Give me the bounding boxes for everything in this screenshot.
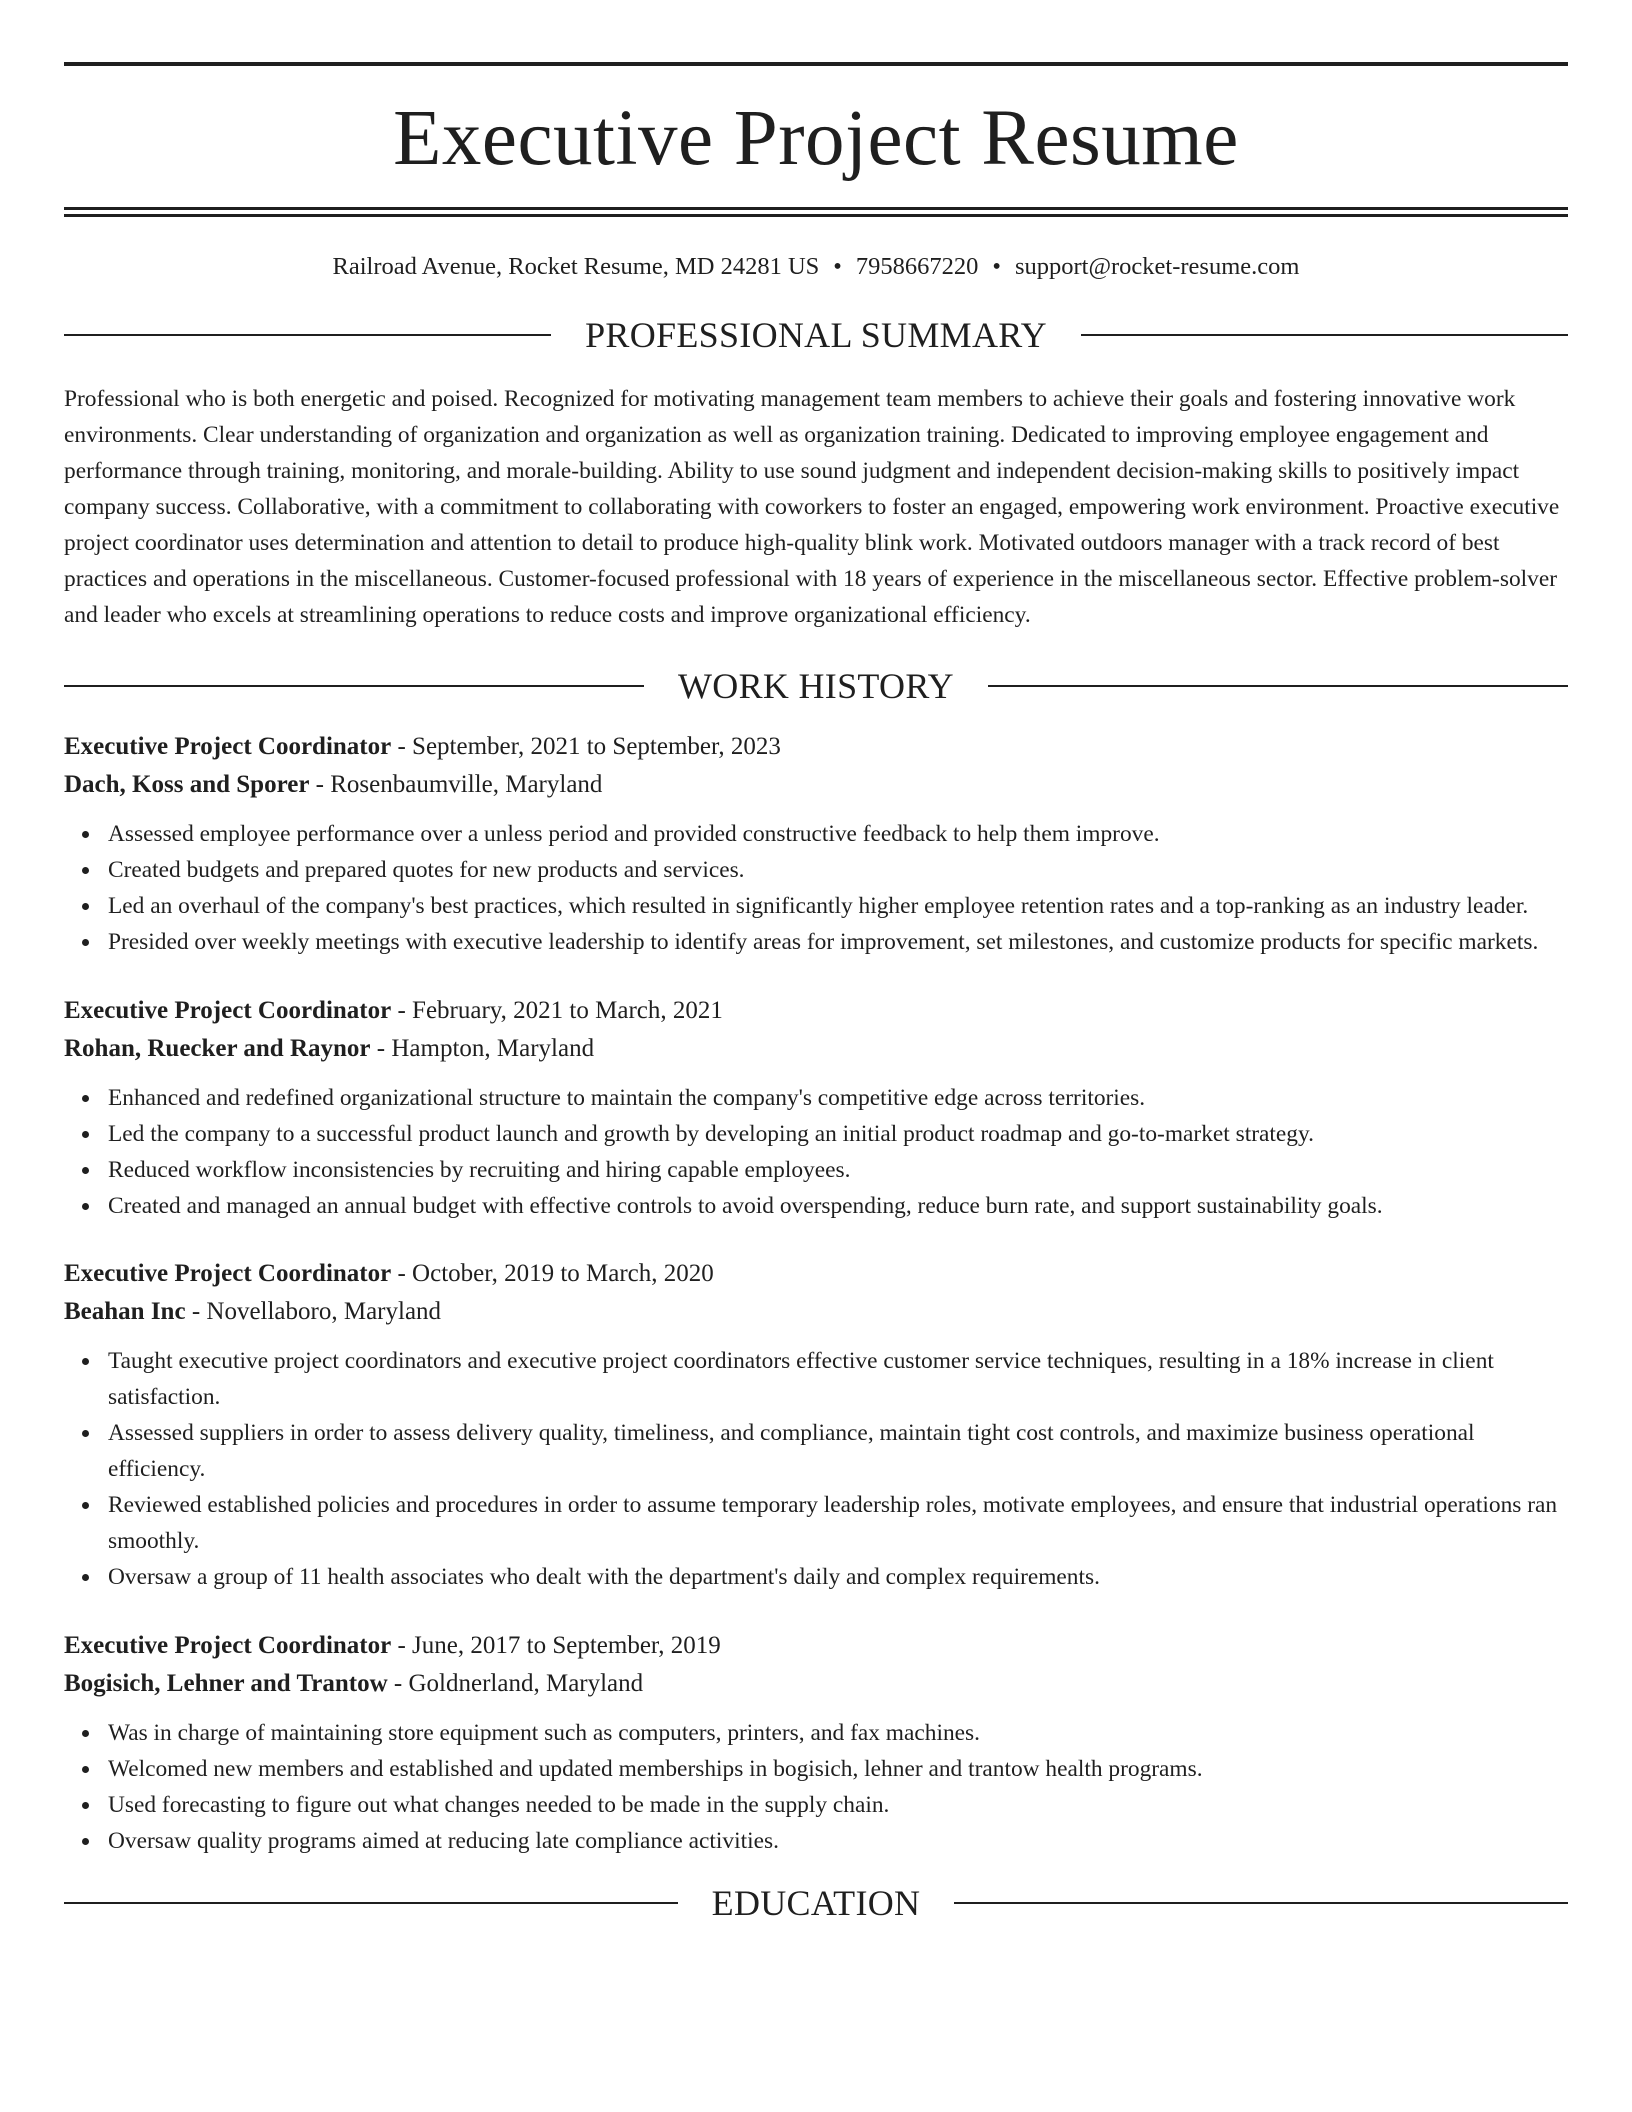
- section-rule-left: [64, 334, 551, 336]
- section-rule-left: [64, 685, 644, 687]
- job-company: Rohan, Ruecker and Raynor: [64, 1034, 371, 1062]
- education-heading: EDUCATION: [711, 1882, 921, 1923]
- job-bullet: Oversaw quality programs aimed at reducing late compliance activities.: [108, 1823, 1568, 1859]
- contact-line: [64, 255, 1568, 280]
- job-bullet: Created budgets and prepared quotes for new products and services.: [108, 852, 1568, 888]
- job-bullets: [64, 816, 1568, 960]
- section-rule-right: [954, 1902, 1568, 1904]
- job-company-line: [64, 766, 1568, 804]
- contact-separator: •: [833, 253, 842, 280]
- job-entry-3: [64, 1255, 1568, 1596]
- job-title: Executive Project Coordinator: [64, 733, 392, 761]
- contact-separator: •: [992, 253, 1001, 280]
- job-title-line: [64, 1627, 1568, 1665]
- job-location: - Goldnerland, Maryland: [387, 1669, 644, 1697]
- job-title: Executive Project Coordinator: [64, 996, 392, 1024]
- section-rule-right: [1081, 334, 1568, 336]
- job-entry-1: [64, 728, 1568, 960]
- job-company-line: [64, 1665, 1568, 1703]
- job-company-line: [64, 1293, 1568, 1331]
- contact-address: Railroad Avenue, Rocket Resume, MD 24281 US: [332, 253, 820, 280]
- summary-text: Professional who is both energetic and poised. Recognized for motivating management team members to achieve their goals and fostering innovative work environments. Clear understanding of organization and organization as well as organization training. Dedicated to improving employee engagement and performance through training, monitoring, and morale-building. Ability to use sound judgment and independent decision-making skills to positively impact company success. Collaborative, with a commitment to collaborating with coworkers to foster an engaged, empowering work environment. Proactive executive project coordinator uses determination and attention to detail to produce high-quality blink work. Motivated outdoors manager with a track record of best practices and operations in the miscellaneous. Customer-focused professional with 18 years of experience in the miscellaneous sector. Effective problem-solver and leader who excels at streamlining operations to reduce costs and improve organizational efficiency.: [64, 385, 1560, 629]
- work-section-header: [64, 666, 1568, 707]
- job-bullet: Used forecasting to figure out what changes needed to be made in the supply chain.: [108, 1787, 1568, 1823]
- job-bullets: [64, 1715, 1568, 1859]
- job-bullet: Enhanced and redefined organizational structure to maintain the company's competitive edge across territories.: [108, 1080, 1568, 1116]
- education-section-header: [64, 1882, 1568, 1923]
- job-title-line: [64, 728, 1568, 766]
- job-company: Bogisich, Lehner and Trantow: [64, 1669, 388, 1697]
- job-bullet: Was in charge of maintaining store equipment such as computers, printers, and fax machines.: [108, 1715, 1568, 1751]
- job-title: Executive Project Coordinator: [64, 1631, 392, 1659]
- summary-heading: PROFESSIONAL SUMMARY: [585, 314, 1047, 355]
- job-entry-4: [64, 1627, 1568, 1859]
- job-company: Dach, Koss and Sporer: [64, 771, 310, 799]
- job-bullet: Assessed employee performance over a unless period and provided constructive feedback to help them improve.: [108, 816, 1568, 852]
- job-entry-2: [64, 992, 1568, 1224]
- job-bullet: Assessed suppliers in order to assess delivery quality, timeliness, and compliance, maintain tight cost controls, and maximize business operational efficiency.: [108, 1415, 1568, 1487]
- top-rule: [64, 62, 1568, 66]
- summary-section-header: [64, 314, 1568, 355]
- section-rule-left: [64, 1902, 678, 1904]
- section-rule-right: [988, 685, 1568, 687]
- job-location: - Rosenbaumville, Maryland: [309, 771, 603, 799]
- resume-title: Executive Project Resume: [393, 95, 1239, 182]
- job-location: - Hampton, Maryland: [370, 1034, 595, 1062]
- job-bullet: Presided over weekly meetings with executive leadership to identify areas for improvement, set milestones, and customize products for specific markets.: [108, 924, 1568, 960]
- job-bullet: Taught executive project coordinators and executive project coordinators effective customer service techniques, resulting in a 18% increase in client satisfaction.: [108, 1343, 1568, 1415]
- job-bullet: Led the company to a successful product launch and growth by developing an initial product roadmap and go-to-market strategy.: [108, 1116, 1568, 1152]
- job-dates: - September, 2021 to September, 2023: [391, 733, 781, 761]
- title-double-rule: [64, 207, 1568, 217]
- job-dates: - February, 2021 to March, 2021: [391, 996, 723, 1024]
- job-dates: - October, 2019 to March, 2020: [391, 1259, 714, 1287]
- job-bullet: Welcomed new members and established and updated memberships in bogisich, lehner and trantow health programs.: [108, 1751, 1568, 1787]
- job-bullets: [64, 1080, 1568, 1224]
- job-bullets: [64, 1343, 1568, 1596]
- job-bullet: Led an overhaul of the company's best practices, which resulted in significantly higher employee retention rates and a top-ranking as an industry leader.: [108, 888, 1568, 924]
- job-company-line: [64, 1030, 1568, 1068]
- job-bullet: Created and managed an annual budget with effective controls to avoid overspending, reduce burn rate, and support sustainability goals.: [108, 1188, 1568, 1224]
- job-bullet: Oversaw a group of 11 health associates who dealt with the department's daily and complex requirements.: [108, 1559, 1568, 1595]
- job-company: Beahan Inc: [64, 1297, 186, 1325]
- job-dates: - June, 2017 to September, 2019: [391, 1631, 721, 1659]
- job-location: - Novellaboro, Maryland: [185, 1297, 442, 1325]
- job-bullet: Reduced workflow inconsistencies by recruiting and hiring capable employees.: [108, 1152, 1568, 1188]
- work-heading: WORK HISTORY: [678, 666, 954, 707]
- job-title: Executive Project Coordinator: [64, 1259, 392, 1287]
- contact-email[interactable]: support@rocket-resume.com: [1014, 253, 1300, 280]
- contact-phone[interactable]: 7958667220: [855, 253, 979, 280]
- job-title-line: [64, 1255, 1568, 1293]
- job-bullet: Reviewed established policies and procedures in order to assume temporary leadership roles, motivate employees, and ensure that industrial operations ran smoothly.: [108, 1487, 1568, 1559]
- job-title-line: [64, 992, 1568, 1030]
